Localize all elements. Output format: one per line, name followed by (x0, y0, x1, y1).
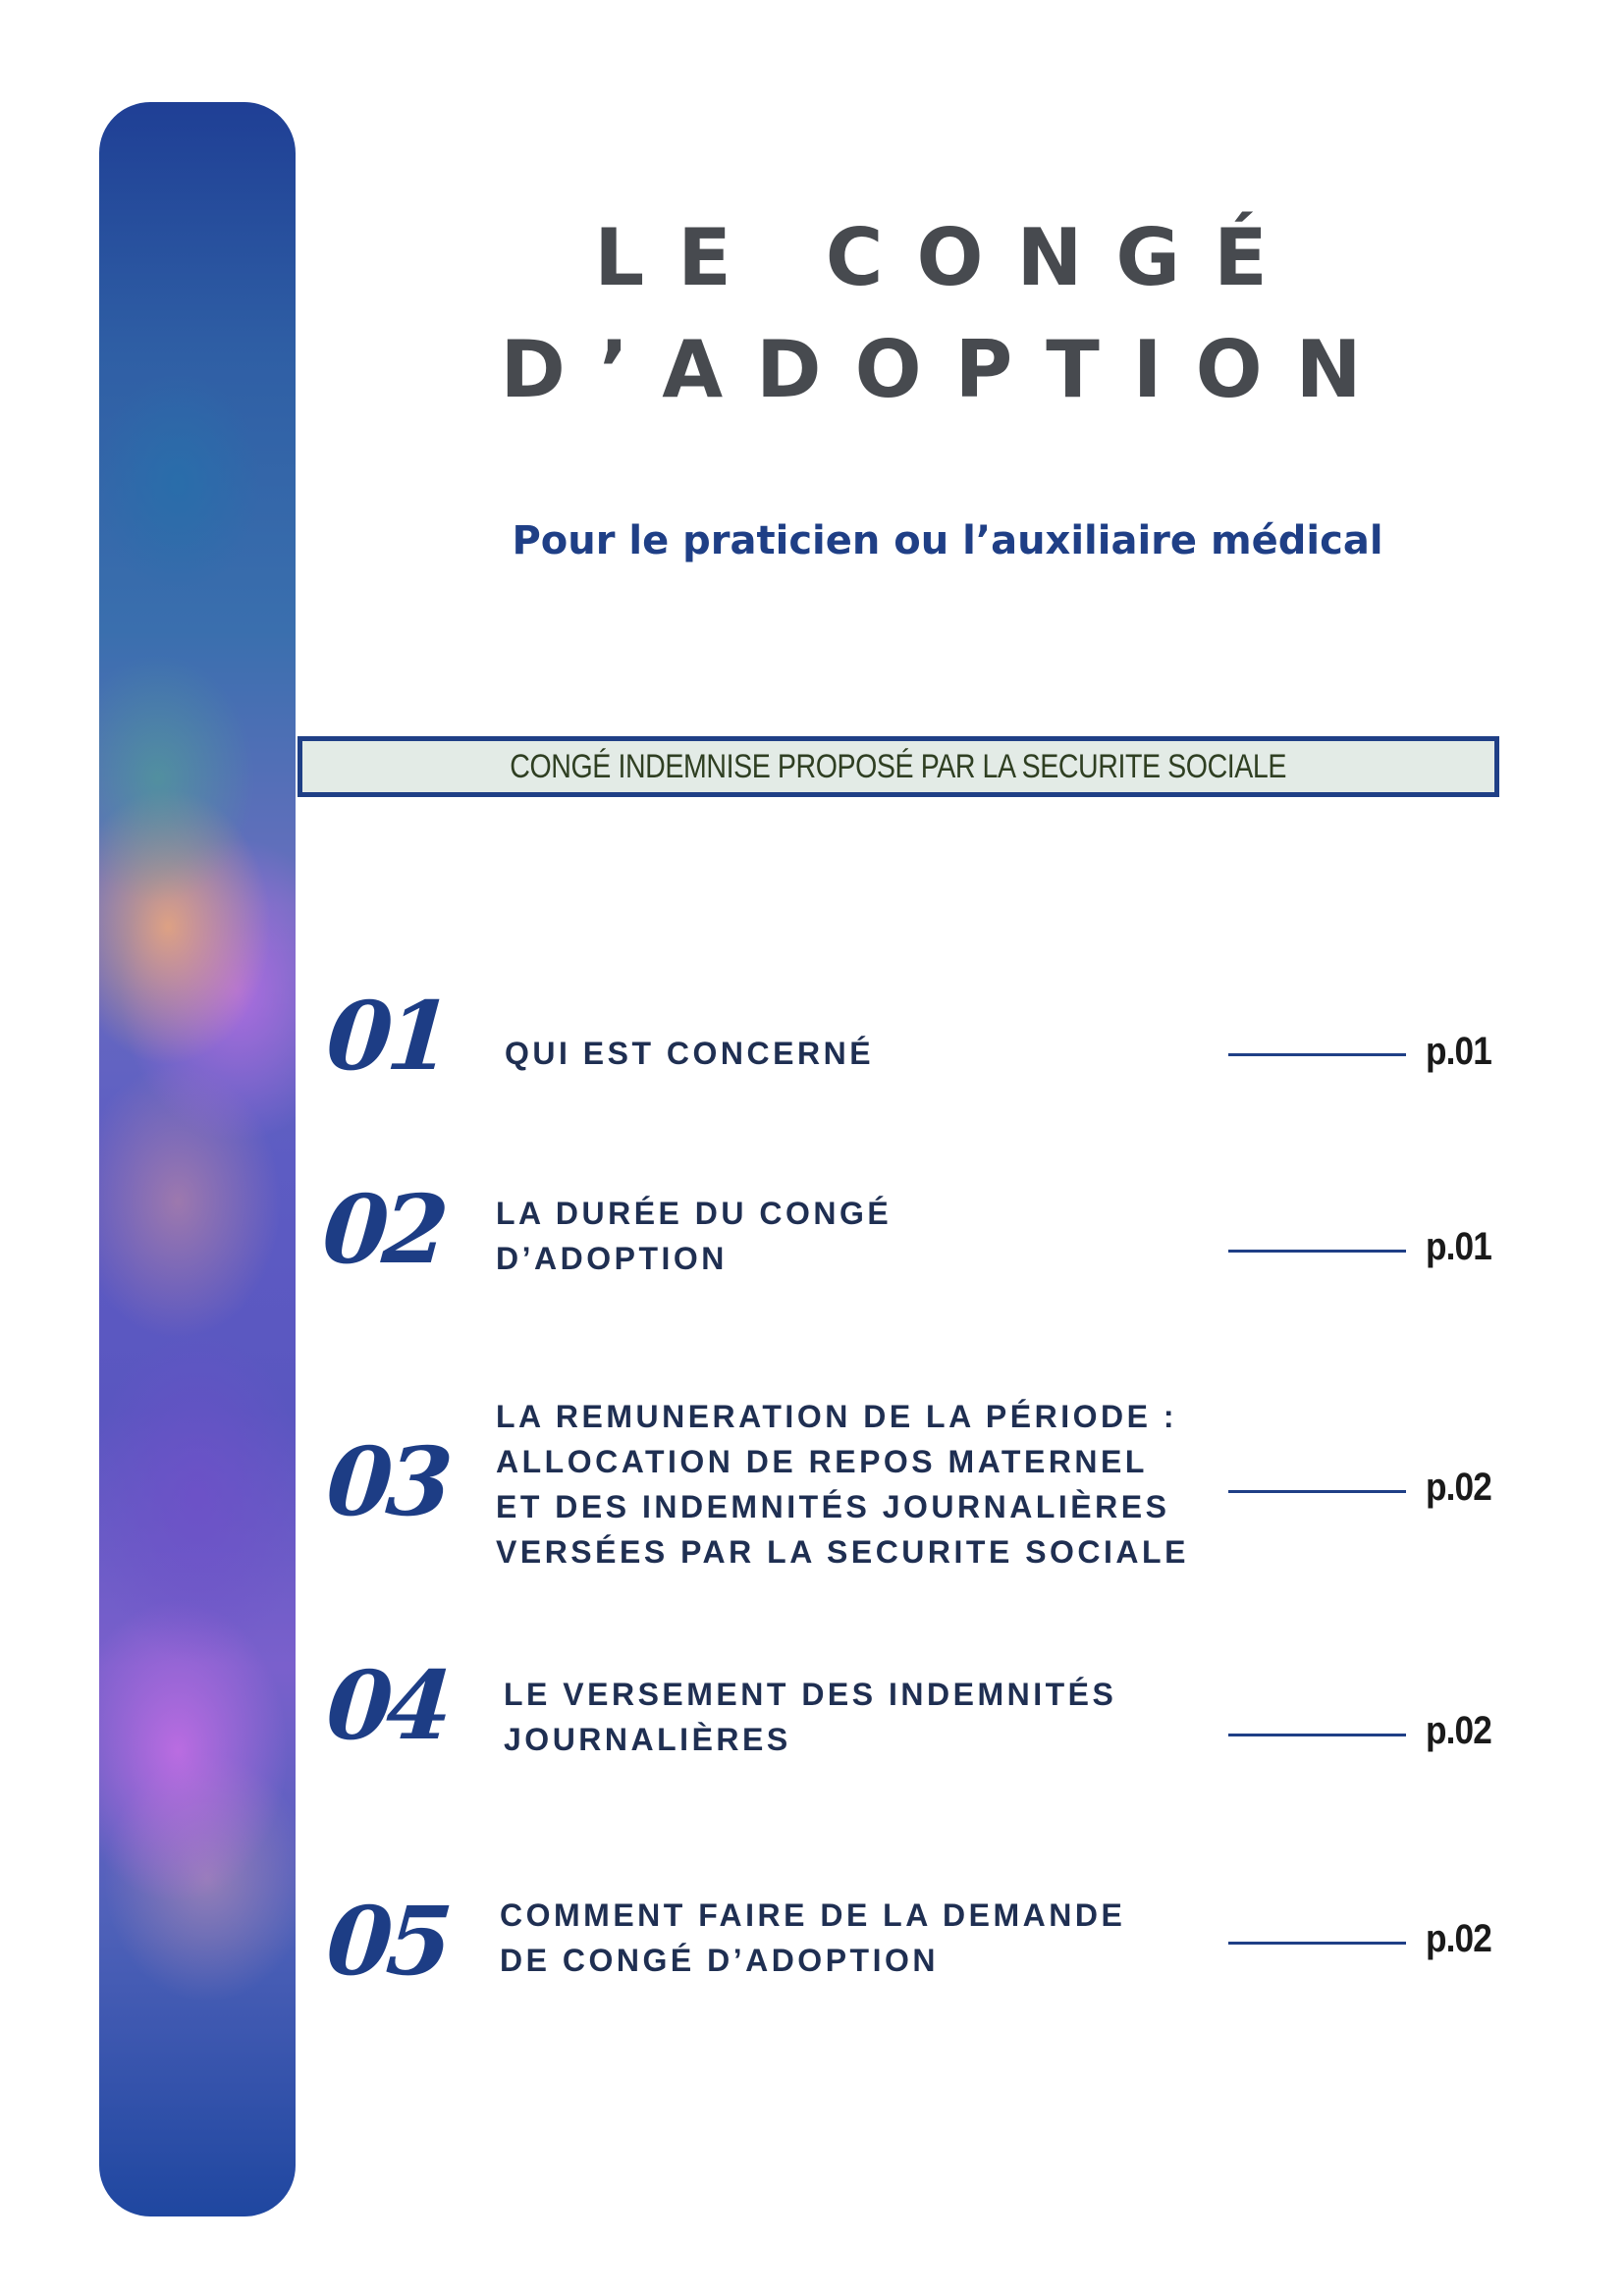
toc-number-04: 04 (323, 1650, 451, 1761)
document-subtitle: Pour le praticien ou l’auxiliaire médical (512, 518, 1383, 563)
toc-item-05[interactable] (500, 1893, 1125, 1983)
toc-leader-01 (1228, 1053, 1406, 1056)
section-banner (298, 736, 1499, 797)
toc-item-01-line-1: QUI EST CONCERNÉ (505, 1036, 875, 1071)
toc-item-01[interactable] (505, 1031, 874, 1076)
toc-number-01: 01 (323, 981, 451, 1092)
toc-item-04[interactable] (504, 1672, 1116, 1762)
section-banner-label: CONGÉ INDEMNISE PROPOSÉ PAR LA SECURITE SOCIALE (510, 747, 1287, 785)
toc-item-05-line-2: DE CONGÉ D’ADOPTION (500, 1943, 939, 1978)
toc-page-03[interactable]: p.02 (1426, 1466, 1491, 1509)
toc-item-03-line-1: LA REMUNERATION DE LA PÉRIODE : (496, 1399, 1177, 1434)
decorative-side-bar (99, 102, 296, 2216)
toc-number-02: 02 (319, 1174, 447, 1285)
toc-item-03-line-3: ET DES INDEMNITÉS JOURNALIÈRES (496, 1489, 1170, 1524)
toc-number-05: 05 (323, 1886, 451, 1997)
toc-page-01[interactable]: p.01 (1426, 1030, 1491, 1073)
toc-item-04-line-2: JOURNALIÈRES (504, 1722, 791, 1757)
toc-item-02-line-2: D’ADOPTION (496, 1241, 728, 1276)
toc-number-03: 03 (323, 1426, 451, 1537)
toc-item-03-line-2: ALLOCATION DE REPOS MATERNEL (496, 1444, 1148, 1479)
toc-leader-05 (1228, 1942, 1406, 1945)
document-title-line-1: LE CONGÉ (594, 212, 1301, 303)
toc-item-04-line-1: LE VERSEMENT DES INDEMNITÉS (504, 1677, 1117, 1712)
toc-item-03-line-4: VERSÉES PAR LA SECURITE SOCIALE (496, 1534, 1189, 1570)
document-title-line-2: D’ADOPTION (500, 324, 1395, 415)
toc-item-05-line-1: COMMENT FAIRE DE LA DEMANDE (500, 1897, 1126, 1933)
toc-leader-03 (1228, 1490, 1406, 1493)
toc-leader-02 (1228, 1250, 1406, 1253)
toc-page-04[interactable]: p.02 (1426, 1709, 1491, 1752)
toc-page-02[interactable]: p.01 (1426, 1225, 1491, 1268)
toc-item-03[interactable] (496, 1394, 1189, 1575)
toc-leader-04 (1228, 1734, 1406, 1736)
toc-item-02[interactable] (496, 1191, 892, 1281)
toc-item-02-line-1: LA DURÉE DU CONGÉ (496, 1196, 893, 1231)
toc-page-05[interactable]: p.02 (1426, 1917, 1491, 1960)
